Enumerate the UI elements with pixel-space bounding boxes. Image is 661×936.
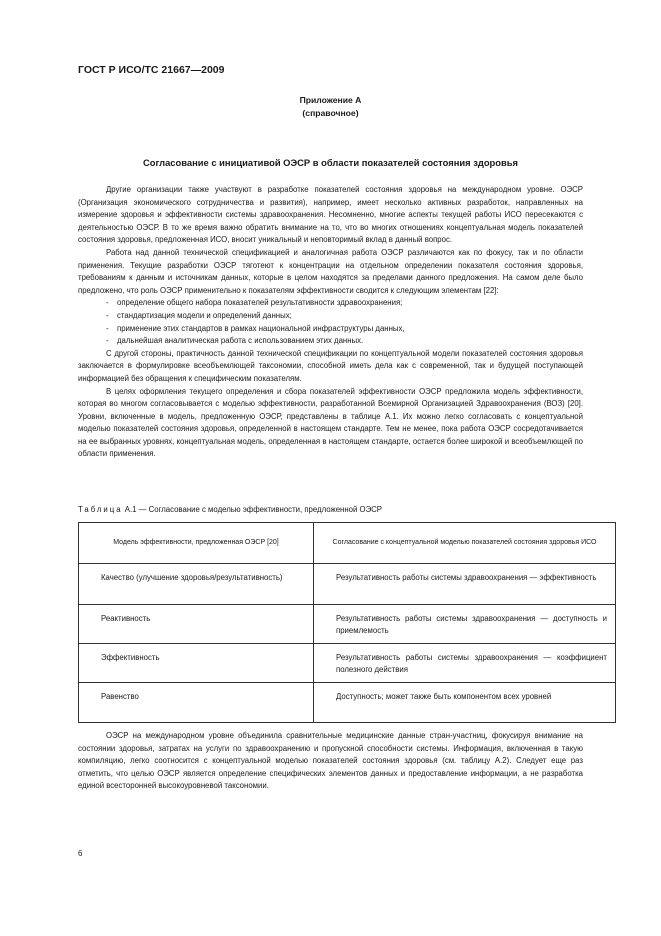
table-cell: Результативность работы системы здравоохранения — коэффициент полезного действия <box>314 644 616 683</box>
body-text-lower <box>78 730 583 793</box>
table-row <box>79 605 616 644</box>
table-header-cell: Модель эффективности, предложенная ОЭСР [20] <box>79 523 314 564</box>
table-caption-label: Таблица <box>78 505 123 514</box>
table-header-cell: Согласование с концептуальной моделью показателей состояния здоровья ИСО <box>314 523 616 564</box>
table-row <box>79 683 616 723</box>
table-cell: Качество (улучшение здоровья/результативность) <box>79 564 314 605</box>
paragraph: Работа над данной технической спецификацией и аналогичная работа ОЭСР различаются как по фокусу, так и по области применения. Текущие разработки ОЭСР тяготеют к концентрации на отдельном определении показателя состояния здоровья, требованиям к данным и источникам данных, которые в целом находятся за пределами данного предложения. На самом деле было предложено, что роль ОЭСР применительно к показателям эффективности сводится к следующим элементам [22]: <box>78 247 583 295</box>
appendix-subtitle: (справочное) <box>302 108 359 118</box>
list-dash: - <box>106 323 109 333</box>
table-cell: Равенство <box>79 683 314 723</box>
table-row <box>79 644 616 683</box>
table-cell: Реактивность <box>79 605 314 644</box>
section-title: Согласование с инициативой ОЭСР в области показателей состояния здоровья <box>142 157 519 168</box>
table-cell: Эффективность <box>79 644 314 683</box>
paragraph: Другие организации также участвуют в разработке показателей состояния здоровья на международном уровне. ОЭСР (Организация экономического сотрудничества и развития), например, имеет несколько активных разработок, направленных на измерение здоровья и эффективности системы здравоохранения. Несомненно, многие аспекты текущей работы ИСО пересекаются с деятельностью ОЭСР. В то же время важно обратить внимание на то, что во многих отношениях концептуальная модель показателей состояния здоровья, предложенная ИСО, вносит уникальный и неповторимый вклад в данный вопрос. <box>78 185 583 245</box>
page-number: 6 <box>78 849 83 858</box>
list-item: - дальнейшая аналитическая работа с использованием этих данных. <box>78 335 583 348</box>
list-item: - применение этих стандартов в рамках национальной инфраструктуры данных, <box>78 323 583 336</box>
paragraph: ОЭСР на международном уровне объединила сравнительные медицинские данные стран-участниц, фокусируя внимание на состоянии здоровья, затратах на услуги по здравоохранению и пропускной способности системы. Информация, включенная в такую компиляцию, легко соотносится с концептуальной моделью показателей состояния здоровья (см. таблицу А.2). Следует еще раз отметить, что целью ОЭСР является определение специфических элементов данных и предоставление информации, а не разработка единой всесторонней высокоуровневой таксономии. <box>78 731 583 791</box>
paragraph: В целях оформления текущего определения и сбора показателей эффективности ОЭСР предложила модель эффективности, которая во многом согласовывается с моделью эффективности, разработанной Всемирной Организацией Здравоохранения (ВОЗ) [20]. Уровни, включенные в модель, предложенную ОЭСР, представлены в таблице А.1. Их можно легко согласовать с концептуальной моделью показателей состояния здоровья, определенной в настоящем стандарте. Тем не менее, пока работа ОЭСР сосредотачивается на ее выбранных уровнях, концептуальная модель, определенная в настоящем стандарте, остается более широкой и всеобъемлющей по области применения. <box>78 386 583 459</box>
list-item: - стандартизация модели и определений данных; <box>78 310 583 323</box>
list-dash: - <box>106 310 109 320</box>
table-cell: Результативность работы системы здравоохранения — эффективность <box>314 564 616 605</box>
list-dash: - <box>106 336 109 346</box>
document-header: ГОСТ Р ИСО/ТС 21667—2009 <box>78 64 225 76</box>
table-row <box>79 564 616 605</box>
bullet-list <box>78 297 583 347</box>
appendix-title: Приложение А <box>299 95 362 105</box>
table-header-row <box>79 523 616 564</box>
alignment-table <box>78 522 616 723</box>
paragraph: С другой стороны, практичность данной технической спецификации по концептуальной модели показателей состояния здоровья заключается в формулировке всеобъемлющей таксономии, способной иметь дела как с современной, так и будущей поступающей информацией без обращения к специфическим показателям. <box>78 348 583 383</box>
table-cell: Результативность работы системы здравоохранения — доступность и приемлемость <box>314 605 616 644</box>
table-caption-text: А.1 — Согласование с моделью эффективности, предложенной ОЭСР <box>122 505 383 514</box>
table-caption <box>78 505 382 514</box>
list-dash: - <box>106 298 109 308</box>
body-text-upper <box>78 184 583 461</box>
table-cell: Доступность; может также быть компонентом всех уровней <box>314 683 616 723</box>
list-item: - определение общего набора показателей результативности здравоохранения; <box>78 297 583 310</box>
